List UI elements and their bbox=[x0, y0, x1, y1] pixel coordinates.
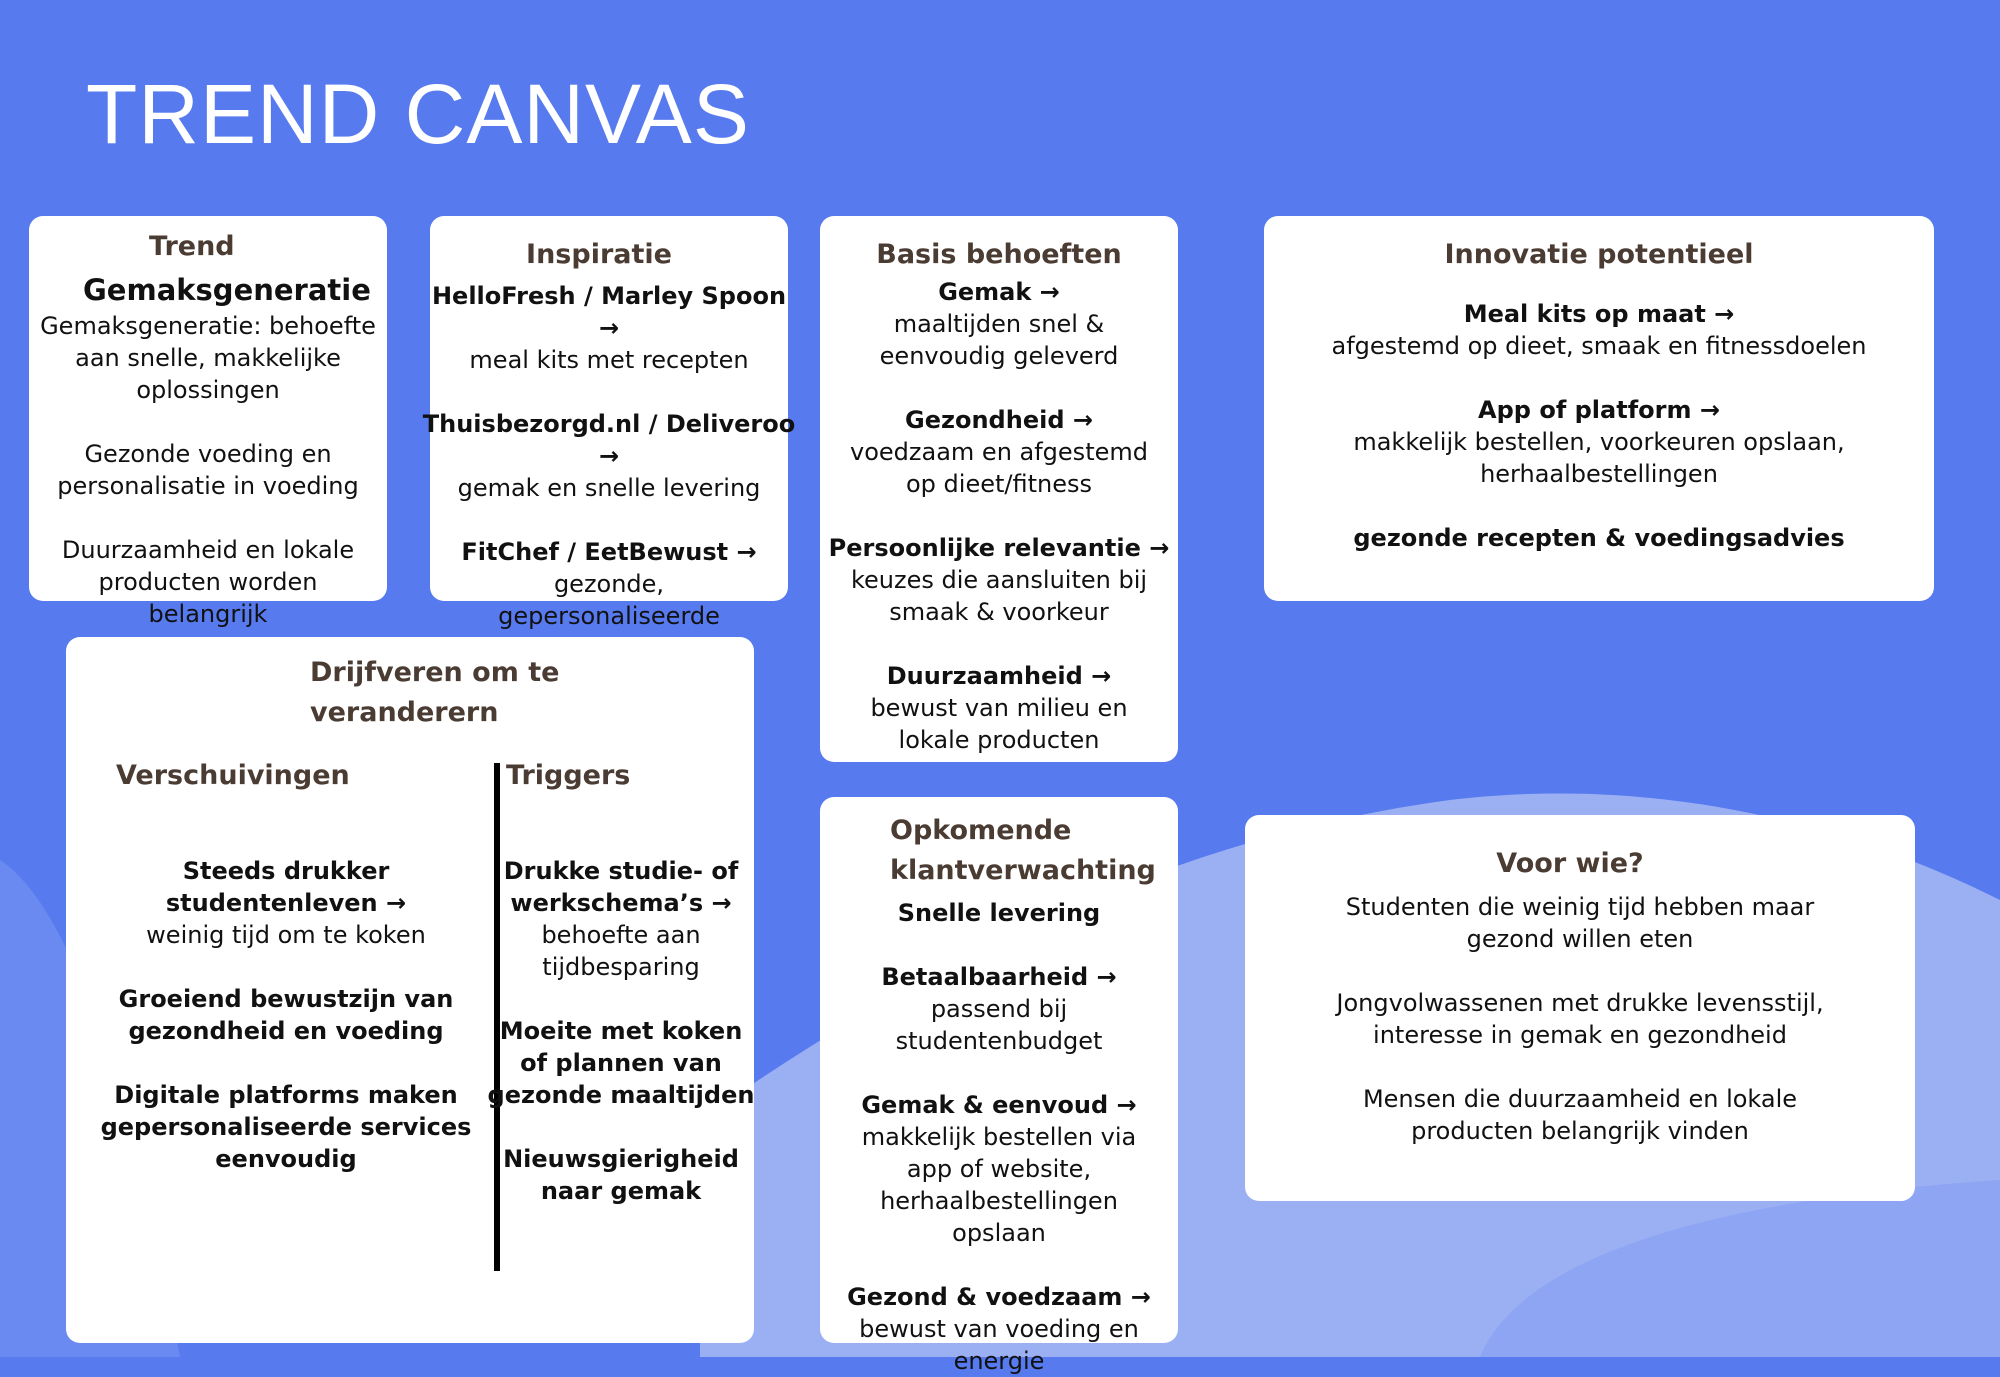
trend-paragraph: Duurzaamheid en lokale producten worden belangrijk bbox=[61, 536, 355, 628]
inspiratie-heading: Inspiratie bbox=[526, 239, 672, 270]
basis-item-text: voedzaam en afgestemd op dieet/fitness bbox=[850, 438, 1148, 498]
opkomende-heading bbox=[820, 811, 1178, 891]
inspiratie-item-text: gezonde, gepersonaliseerde bbox=[498, 570, 720, 630]
basis-item-title: Gezondheid → bbox=[905, 406, 1093, 434]
innovatie-item-title: App of platform → bbox=[1478, 396, 1720, 424]
inspiratie-card bbox=[422, 216, 796, 630]
trigger-item-text: behoefte aan tijdbesparing bbox=[541, 921, 701, 981]
inspiratie-item-title: FitChef / EetBewust → bbox=[461, 538, 757, 566]
opkomende-item-text: bewust van voeding en energie bbox=[859, 1315, 1139, 1375]
innovatie-item-title: Meal kits op maat → bbox=[1463, 300, 1735, 328]
innovatie-item-text: afgestemd op dieet, smaak en fitnessdoelen bbox=[1331, 332, 1867, 360]
basis-heading: Basis behoeften bbox=[876, 239, 1122, 270]
opkomende-item-title: Betaalbaarheid → bbox=[881, 963, 1117, 991]
innovatie-heading: Innovatie potentieel bbox=[1444, 239, 1754, 270]
trigger-item-title: Nieuwsgierigheid naar gemak bbox=[503, 1145, 739, 1205]
basis-item-title: Duurzaamheid → bbox=[886, 662, 1112, 690]
trend-paragraph: Gezonde voeding en personalisatie in voeding bbox=[57, 440, 359, 500]
voor-wie-card bbox=[1245, 815, 1915, 1201]
triggers-heading: Triggers bbox=[506, 760, 631, 791]
opkomende-item-text: passend bij studentenbudget bbox=[895, 995, 1103, 1055]
innovatie-card bbox=[1264, 216, 1934, 601]
basis-item-text: bewust van milieu en lokale producten bbox=[870, 694, 1128, 754]
inspiratie-item-text: gemak en snelle levering bbox=[457, 474, 761, 502]
opkomende-item-text: makkelijk bestellen via app of website, herhaalbestellingen opslaan bbox=[861, 1123, 1137, 1247]
drijfveren-card bbox=[66, 637, 754, 1343]
drijfveren-heading-line: veranderern bbox=[310, 697, 499, 728]
basis-behoeften-card bbox=[820, 216, 1178, 762]
basis-item-title: Gemak → bbox=[938, 278, 1060, 306]
voor-wie-paragraph: Mensen die duurzaamheid en lokale producten belangrijk vinden bbox=[1362, 1085, 1798, 1145]
innovatie-item-text: makkelijk bestellen, voorkeuren opslaan, herhaalbestellingen bbox=[1353, 428, 1845, 488]
drijfveren-heading bbox=[310, 653, 559, 733]
triggers-column bbox=[487, 757, 755, 1207]
trend-heading: Trend bbox=[149, 231, 235, 262]
verschuivingen-column bbox=[76, 757, 496, 1175]
trigger-item-title: Moeite met koken of plannen van gezonde maaltijden bbox=[487, 1017, 755, 1109]
trend-card bbox=[29, 216, 387, 628]
opkomende-heading-line: Opkomende bbox=[890, 815, 1072, 846]
page-title: TREND CANVAS bbox=[86, 67, 750, 161]
voor-wie-paragraph: Jongvolwassenen met drukke levensstijl, interesse in gemak en gezondheid bbox=[1336, 989, 1824, 1049]
inspiratie-item-title: HelloFresh / Marley Spoon → bbox=[431, 282, 787, 342]
voor-wie-paragraph: Studenten die weinig tijd hebben maar gezond willen eten bbox=[1345, 893, 1815, 953]
drijfveren-heading-line: Drijfveren om te bbox=[310, 657, 560, 688]
opkomende-item-title: Gezond & voedzaam → bbox=[847, 1283, 1151, 1311]
verschuiving-item-text: weinig tijd om te koken bbox=[146, 921, 426, 949]
basis-item-title: Persoonlijke relevantie → bbox=[828, 534, 1170, 562]
opkomende-item-title: Gemak & eenvoud → bbox=[861, 1091, 1137, 1119]
basis-item-text: keuzes die aansluiten bij smaak & voorkeur bbox=[850, 566, 1148, 626]
basis-item-text: maaltijden snel & eenvoudig geleverd bbox=[879, 310, 1119, 370]
verschuiving-item-title: Steeds drukker studentenleven → bbox=[165, 857, 407, 917]
trend-name: Gemaksgeneratie bbox=[83, 273, 371, 307]
trend-paragraph: Gemaksgeneratie: behoefte aan snelle, makkelijke oplossingen bbox=[40, 312, 376, 404]
verschuivingen-heading: Verschuivingen bbox=[116, 760, 350, 791]
verschuiving-item-title: Groeiend bewustzijn van gezondheid en voeding bbox=[118, 985, 454, 1045]
opkomende-item-title: Snelle levering bbox=[897, 899, 1101, 927]
inspiratie-item-text: meal kits met recepten bbox=[469, 346, 749, 374]
opkomende-card bbox=[820, 797, 1178, 1375]
inspiratie-item-title: Thuisbezorgd.nl / Deliveroo → bbox=[422, 410, 796, 470]
innovatie-item-title: gezonde recepten & voedingsadvies bbox=[1353, 524, 1845, 552]
opkomende-heading-line: klantverwachting bbox=[890, 855, 1156, 886]
voor-wie-heading: Voor wie? bbox=[1496, 848, 1644, 879]
verschuiving-item-title: Digitale platforms maken gepersonaliseerde services eenvoudig bbox=[100, 1081, 472, 1173]
trigger-item-title: Drukke studie- of werkschema’s → bbox=[503, 857, 739, 917]
